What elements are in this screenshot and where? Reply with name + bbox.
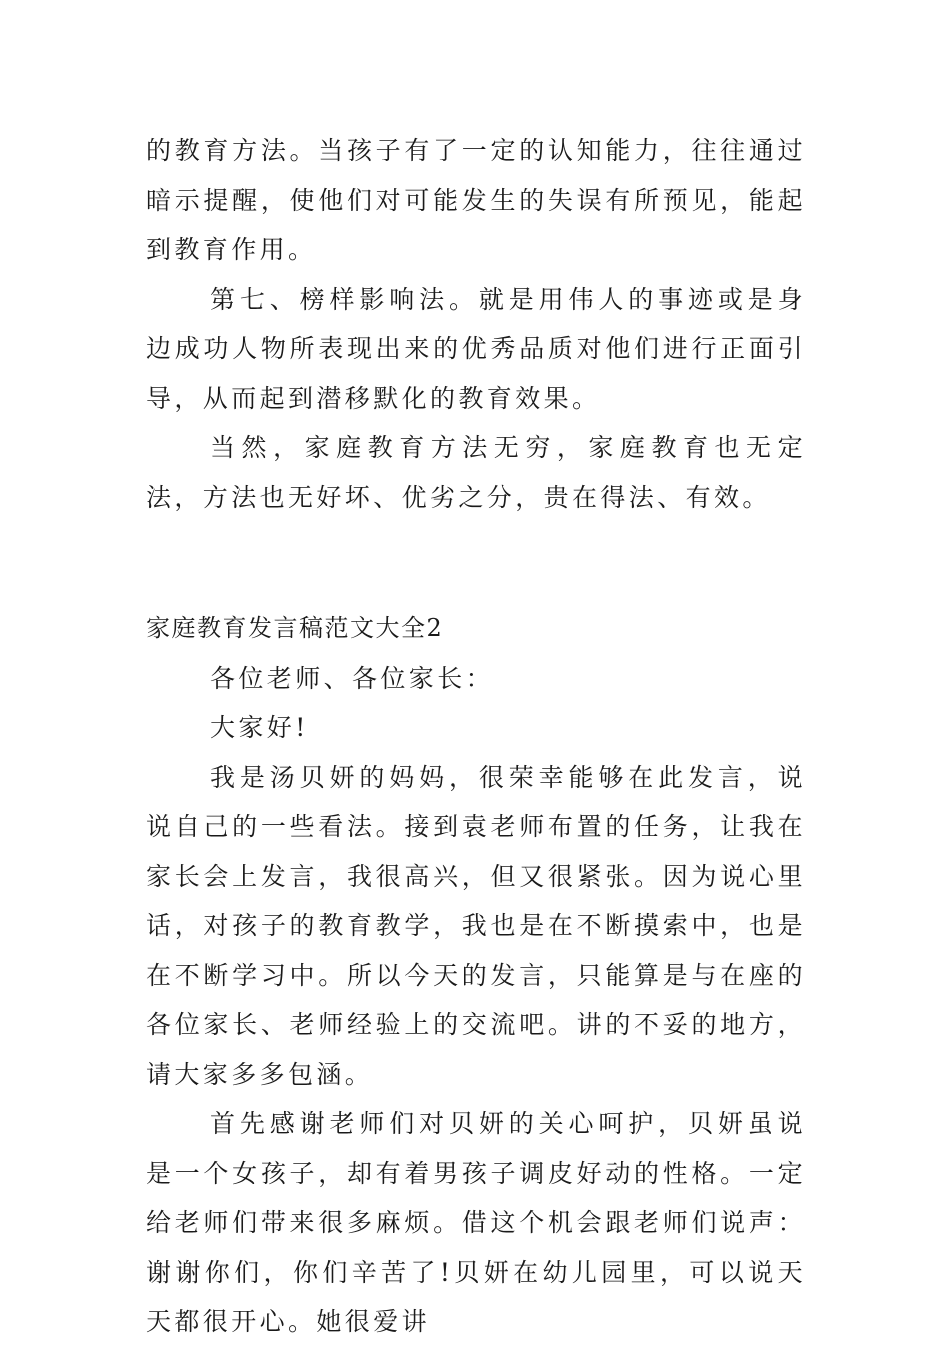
salutation: 各位老师、各位家长： xyxy=(210,663,495,693)
greeting: 大家好! xyxy=(210,713,309,742)
paragraph-introduction: 我是汤贝妍的妈妈，很荣幸能够在此发言，说说自己的一些看法。接到袁老师布置的任务，让我在家长会上发言，我很高兴，但又很紧张。因为说心里话，对孩子的教育教学，我也是在不断摸索中，也是在不断学习中。所以今天的发言，只能算是与在座的各位家长、老师经验上的交流吧。讲的不妥的地方，请大家多多包涵。 xyxy=(146,762,806,1089)
section-title: 家庭教育发言稿范文大全2 xyxy=(146,614,444,642)
paragraph-teaching-method: 的教育方法。当孩子有了一定的认知能力，往往通过暗示提醒，使他们对可能发生的失误有所预见，能起到教育作用。 xyxy=(146,136,806,264)
paragraph-conclusion: 当然，家庭教育方法无穷，家庭教育也无定法，方法也无好坏、优劣之分，贵在得法、有效。 xyxy=(146,433,806,512)
document-body xyxy=(146,126,806,1347)
paragraph-role-model-method: 第七、榜样影响法。就是用伟人的事迹或是身边成功人物所表现出来的优秀品质对他们进行正面引导，从而起到潜移默化的教育效果。 xyxy=(146,284,806,413)
paragraph-thanks: 首先感谢老师们对贝妍的关心呵护，贝妍虽说是一个女孩子，却有着男孩子调皮好动的性格。一定给老师们带来很多麻烦。借这个机会跟老师们说声：谢谢你们，你们辛苦了!贝妍在幼儿园里，可以说天天都很开心。她很爱讲 xyxy=(146,1109,806,1336)
